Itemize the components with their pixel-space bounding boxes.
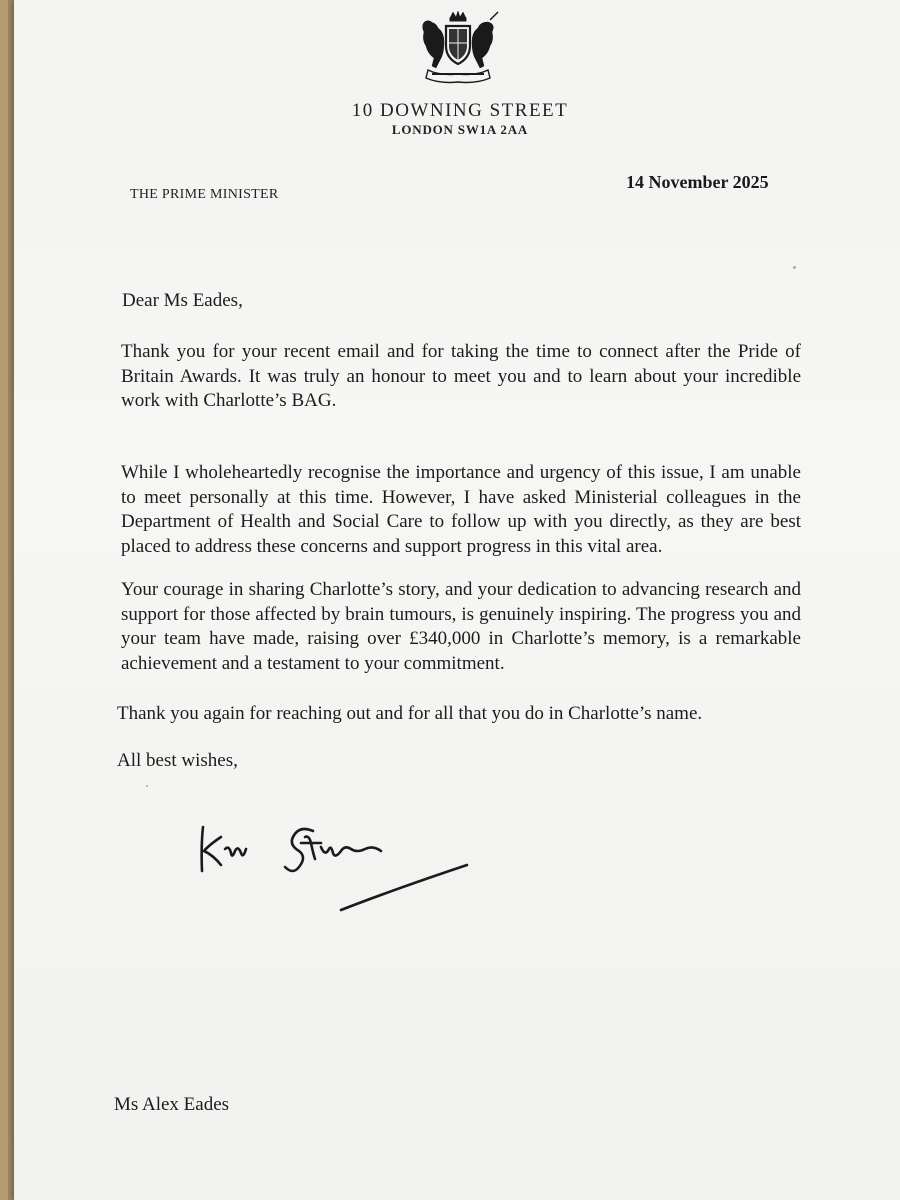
letter-date: 14 November 2025 <box>626 172 769 192</box>
paragraph-4: Thank you again for reaching out and for all that you do in Charlotte’s name. <box>117 703 703 724</box>
address-line-city: LONDON SW1A 2AA <box>391 122 529 137</box>
handwritten-signature-icon <box>195 815 485 915</box>
royal-coat-of-arms-icon <box>410 10 506 86</box>
signoff: All best wishes, <box>117 750 238 771</box>
paragraph-1: Thank you for your recent email and for taking the time to connect after the Pride of Britain Awards. It was truly an honour to meet you and to learn about your incredible work with Charlotte’s BAG. <box>121 341 801 411</box>
paper-speck <box>146 785 148 787</box>
office-title: THE PRIME MINISTER <box>130 187 279 202</box>
paper-speck <box>793 266 796 269</box>
paragraph-2: While I wholeheartedly recognise the importance and urgency of this issue, I am unable to meet personally at this time. However, I have asked Ministerial colleagues in the Department of Health and Social Care to follow up with you directly, as they are best placed to address these concerns and support progress in this vital area. <box>121 462 801 557</box>
paragraph-3: Your courage in sharing Charlotte’s story, and your dedication to advancing research and support for those affected by brain tumours, is genuinely inspiring. The progress you and your team have made, raising over £340,000 in Charlotte’s memory, is a remarkable achievement and a testament to your commitment. <box>121 579 801 674</box>
salutation: Dear Ms Eades, <box>122 290 243 311</box>
address-line-street: 10 DOWNING STREET <box>351 100 569 121</box>
recipient-name: Ms Alex Eades <box>114 1094 230 1115</box>
